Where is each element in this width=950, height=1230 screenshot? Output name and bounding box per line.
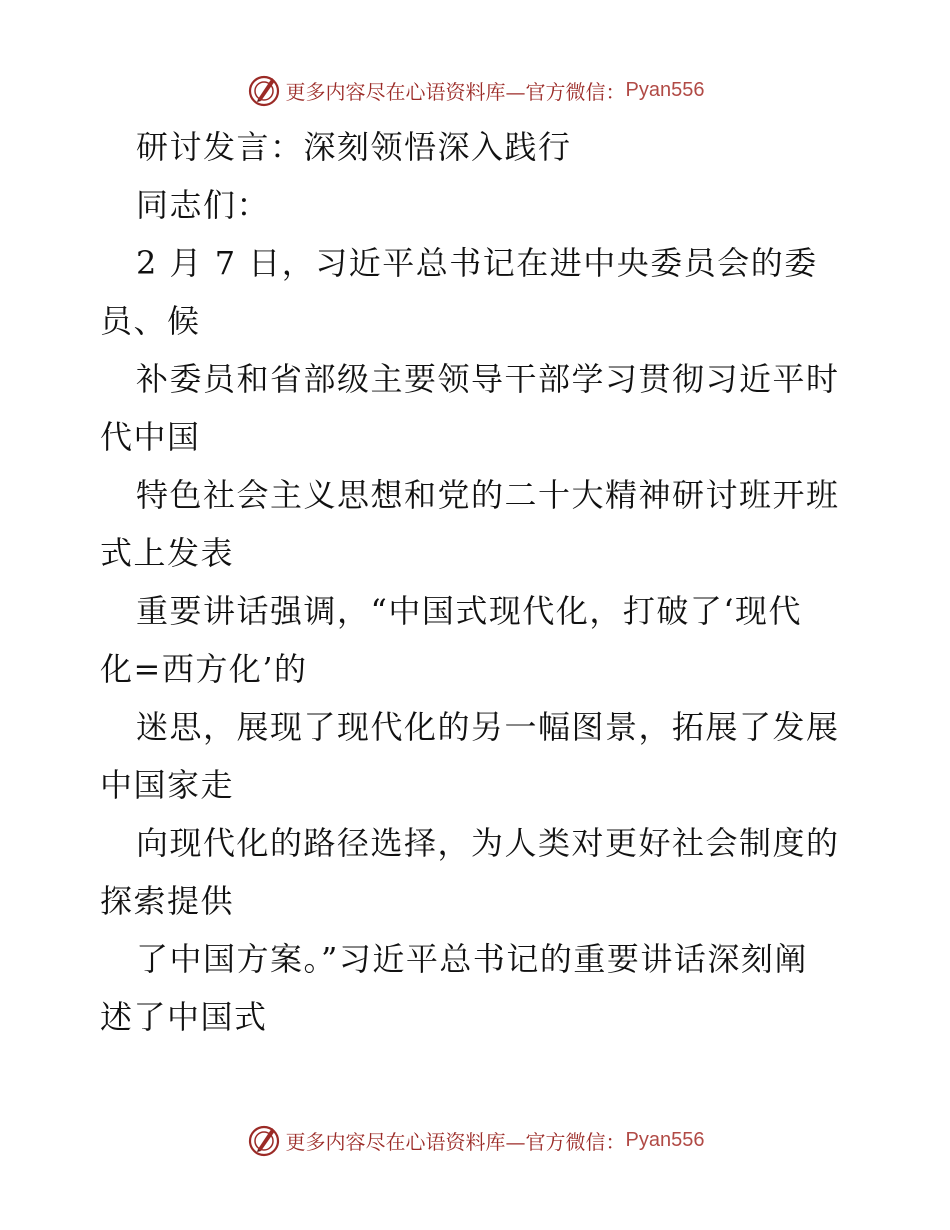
header-banner <box>0 68 950 112</box>
footer-banner <box>0 1118 950 1162</box>
paragraph-line: 了中国方案。”习近平总书记的重要讲话深刻阐 <box>136 940 808 978</box>
doc-title: 研讨发言：深刻领悟深入践行 <box>136 128 572 166</box>
paragraph-line: 2 月 7 日，习近平总书记在进中央委员会的委 <box>136 244 818 282</box>
banner-wechat-id: Pyan556 <box>625 1128 705 1151</box>
paragraph-line: 向现代化的路径选择，为人类对更好社会制度的 <box>136 824 840 862</box>
paragraph-line: 中国家走 <box>100 766 235 804</box>
paragraph-line: 化=西方化’的 <box>100 650 308 688</box>
paragraph-line: 探索提供 <box>100 882 235 920</box>
pen-logo-icon <box>246 1122 282 1158</box>
doc-salutation: 同志们： <box>136 186 271 224</box>
paragraph-line: 式上发表 <box>100 534 235 572</box>
paragraph-line: 补委员和省部级主要领导干部学习贯彻习近平时 <box>136 360 840 398</box>
pen-logo-icon <box>246 72 282 108</box>
document-body <box>100 118 860 1046</box>
banner-wechat-id: Pyan556 <box>625 78 705 101</box>
banner-separator: —官方微信： <box>505 79 626 104</box>
banner-separator: —官方微信： <box>505 1129 626 1154</box>
paragraph-line: 述了中国式 <box>100 998 268 1036</box>
paragraph-line: 重要讲话强调，“中国式现代化，打破了‘现代 <box>136 592 803 630</box>
paragraph-line: 特色社会主义思想和党的二十大精神研讨班开班 <box>136 476 840 514</box>
banner-text: 更多内容尽在心语资料库 <box>285 79 506 104</box>
paragraph-line: 迷思，展现了现代化的另一幅图景，拓展了发展 <box>136 708 840 746</box>
banner-text: 更多内容尽在心语资料库 <box>285 1129 506 1154</box>
paragraph-line: 代中国 <box>100 418 201 456</box>
paragraph-line: 员、候 <box>100 302 201 340</box>
